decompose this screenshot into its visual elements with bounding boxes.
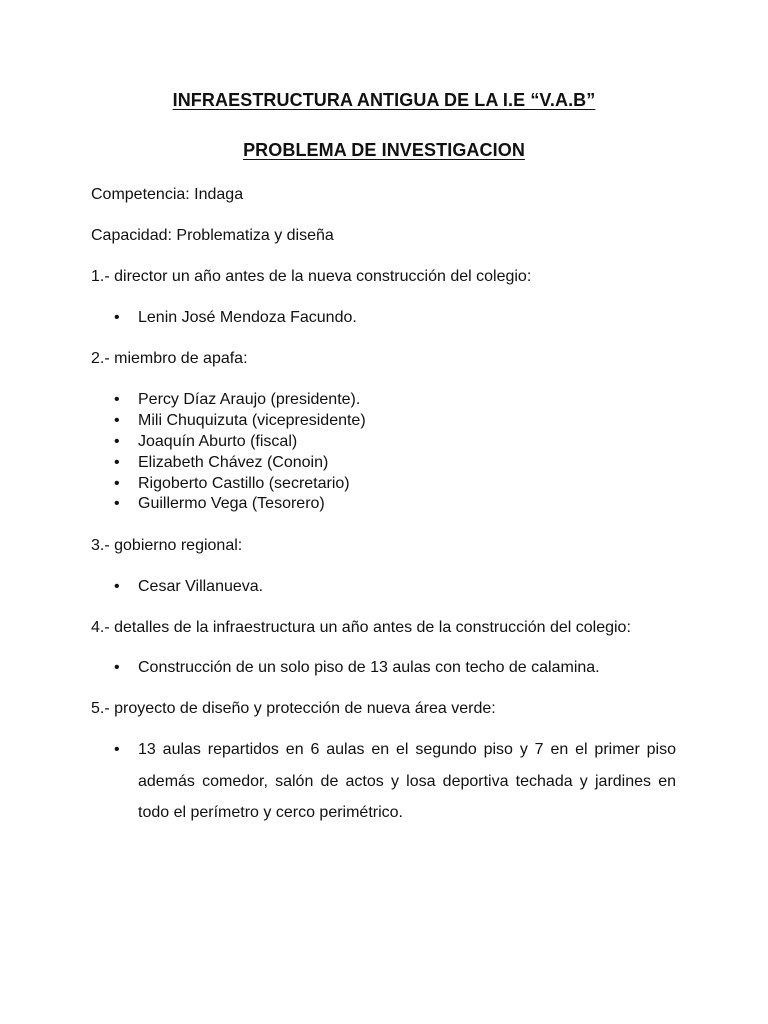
bullet-icon: • — [114, 659, 120, 676]
list-item-text: Joaquín Aburto (fiscal) — [138, 433, 298, 450]
bullet-icon: • — [114, 741, 120, 758]
list-item-text: Percy Díaz Araujo (presidente). — [138, 391, 361, 408]
list-item — [114, 412, 366, 430]
list-item-text: 13 aulas repartidos en 6 aulas en el segundo piso y 7 en el primer piso además comedor, salón de actos y losa deportiva techada y jardines en todo el perímetro y cerco perimétrico. — [138, 741, 676, 821]
list-item — [114, 578, 263, 596]
list-item — [114, 495, 325, 513]
section-5-heading: 5.- proyecto de diseño y protección de nueva área verde: — [91, 700, 496, 717]
document-title: INFRAESTRUCTURA ANTIGUA DE LA I.E “V.A.B” — [172, 90, 596, 110]
list-item — [114, 659, 600, 677]
bullet-icon: • — [114, 578, 120, 595]
document-subtitle: PROBLEMA DE INVESTIGACION — [243, 140, 525, 160]
bullet-icon: • — [114, 475, 120, 492]
list-item-text: Elizabeth Chávez (Conoin) — [138, 454, 329, 471]
capacidad-line: Capacidad: Problematiza y diseña — [91, 227, 334, 244]
list-item-text: Guillermo Vega (Tesorero) — [138, 495, 325, 512]
list-item — [114, 454, 328, 472]
bullet-icon: • — [114, 309, 120, 326]
list-item — [114, 309, 357, 327]
competencia-line: Competencia: Indaga — [91, 186, 244, 203]
list-item — [114, 391, 360, 409]
list-item-text: Cesar Villanueva. — [138, 578, 264, 595]
section-1-heading: 1.- director un año antes de la nueva construcción del colegio: — [91, 268, 532, 285]
bullet-icon: • — [114, 412, 120, 429]
list-item — [114, 433, 297, 451]
list-item-text: Lenin José Mendoza Facundo. — [138, 309, 357, 326]
list-item-text: Construcción de un solo piso de 13 aulas con techo de calamina. — [138, 659, 600, 676]
bullet-icon: • — [114, 495, 120, 512]
list-item — [114, 734, 676, 829]
section-3-heading: 3.- gobierno regional: — [91, 537, 243, 554]
list-item-text: Rigoberto Castillo (secretario) — [138, 475, 350, 492]
list-item-text: Mili Chuquizuta (vicepresidente) — [138, 412, 366, 429]
bullet-icon: • — [114, 454, 120, 471]
bullet-icon: • — [114, 433, 120, 450]
bullet-icon: • — [114, 391, 120, 408]
section-4-heading: 4.- detalles de la infraestructura un año antes de la construcción del colegio: — [91, 619, 631, 636]
list-item — [114, 475, 350, 493]
section-2-heading: 2.- miembro de apafa: — [91, 350, 248, 367]
